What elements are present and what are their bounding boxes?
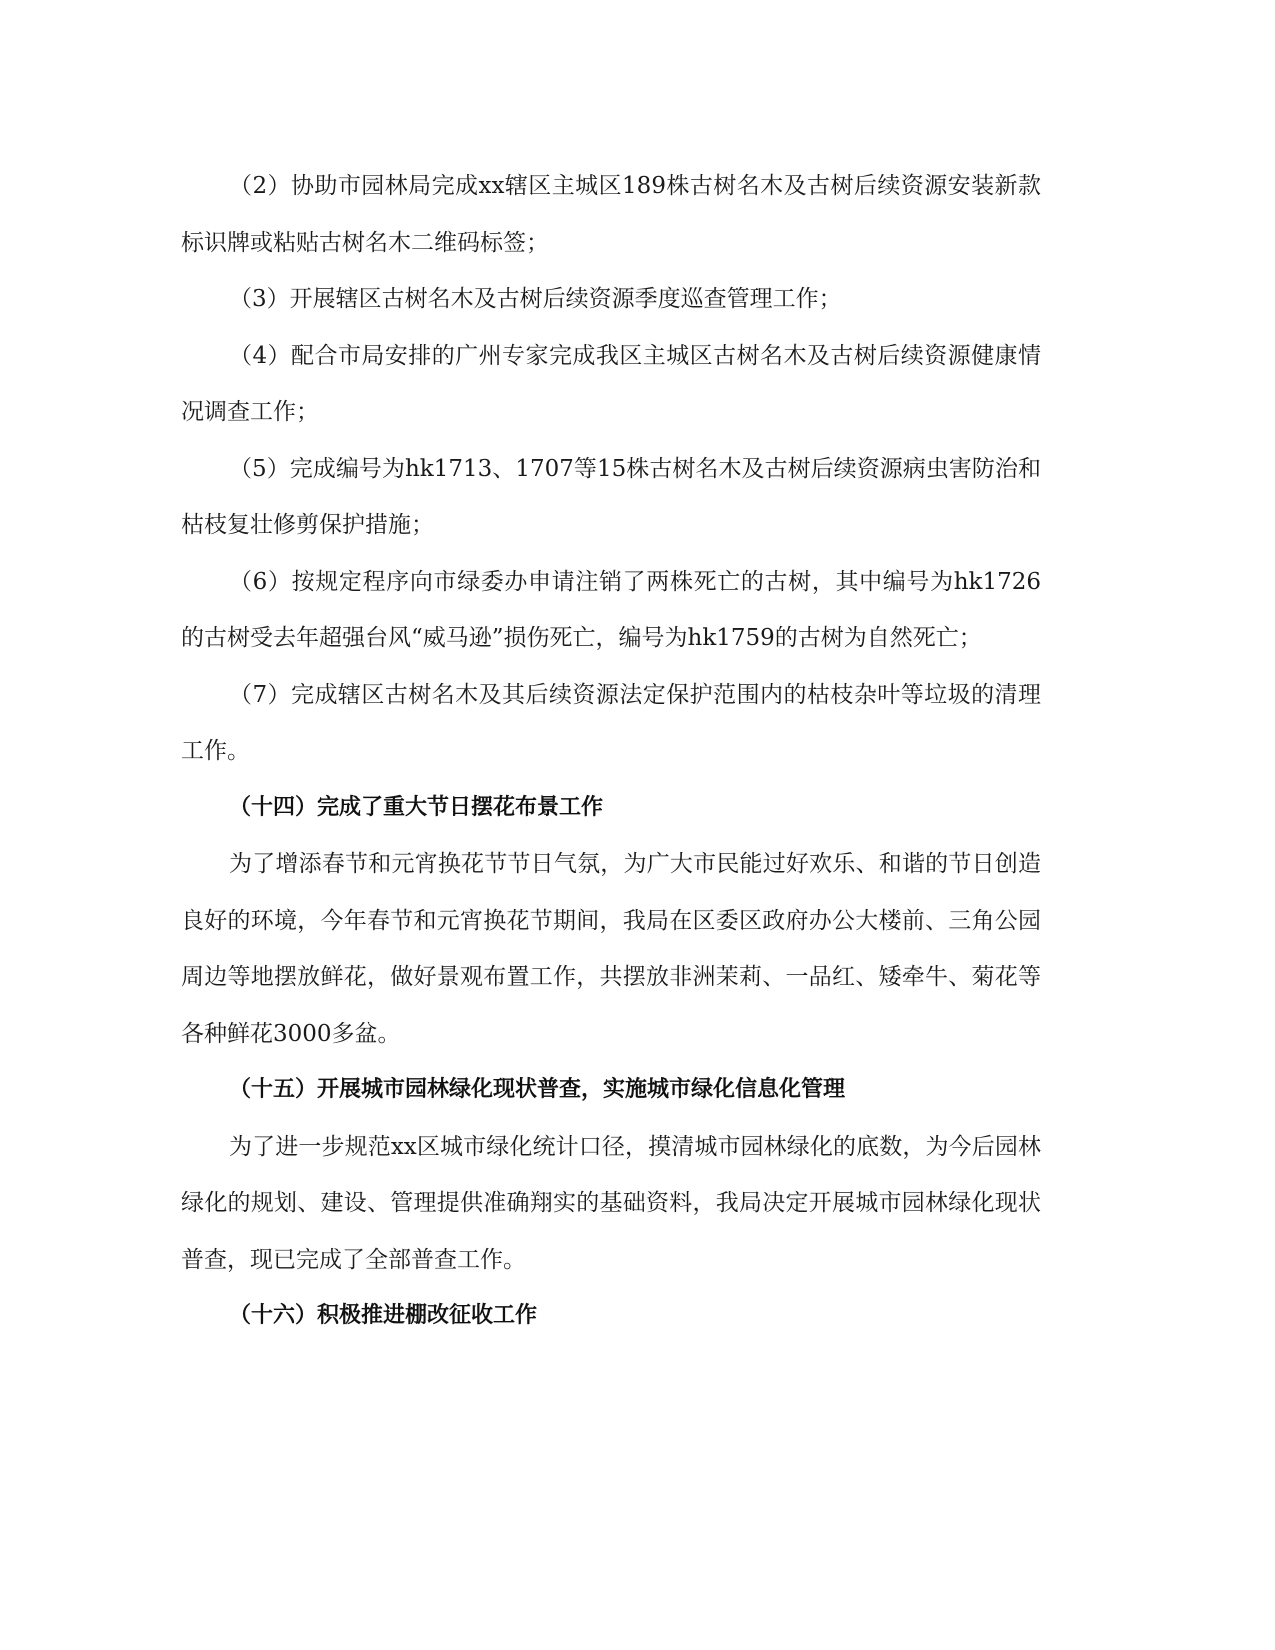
- section-15-body: 为了进一步规范xx区城市绿化统计口径，摸清城市园林绿化的底数，为今后园林绿化的规划、建设、管理提供准确翔实的基础资料，我局决定开展城市园林绿化现状普查，现已完成了全部普查工作。: [181, 1133, 1041, 1273]
- item-6-deregistration: （6）按规定程序向市绿委办申请注销了两株死亡的古树，其中编号为hk1726的古树受去年超强台风“威马逊”损伤死亡，编号为hk1759的古树为自然死亡；: [181, 568, 1041, 651]
- item-5-pest-control: （5）完成编号为hk1713、1707等15株古树名木及古树后续资源病虫害防治和枯枝复壮修剪保护措施；: [181, 455, 1041, 538]
- item-7-cleanup: （7）完成辖区古树名木及其后续资源法定保护范围内的枯枝杂叶等垃圾的清理工作。: [181, 681, 1041, 764]
- item-4-health-survey: （4）配合市局安排的广州专家完成我区主城区古树名木及古树后续资源健康情况调查工作；: [181, 342, 1041, 425]
- item-3-quarterly-patrol: （3）开展辖区古树名木及古树后续资源季度巡查管理工作；: [229, 286, 842, 312]
- document-body: [181, 158, 1041, 1345]
- section-14-heading: （十四）完成了重大节日摆花布景工作: [229, 794, 604, 820]
- section-15-heading: （十五）开展城市园林绿化现状普查，实施城市绿化信息化管理: [229, 1077, 846, 1102]
- item-2-plaque-installation: （2）协助市园林局完成xx辖区主城区189株古树名木及古树后续资源安装新款标识牌或粘贴古树名木二维码标签；: [181, 173, 1041, 256]
- section-16-heading: （十六）积极推进棚改征收工作: [229, 1303, 538, 1328]
- section-14-body: 为了增添春节和元宵换花节节日气氛，为广大市民能过好欢乐、和谐的节日创造良好的环境，今年春节和元宵换花节期间，我局在区委区政府办公大楼前、三角公园周边等地摆放鲜花，做好景观布置工作，共摆放非洲茉莉、一品红、矮牵牛、菊花等各种鲜花3000多盆。: [181, 851, 1041, 1047]
